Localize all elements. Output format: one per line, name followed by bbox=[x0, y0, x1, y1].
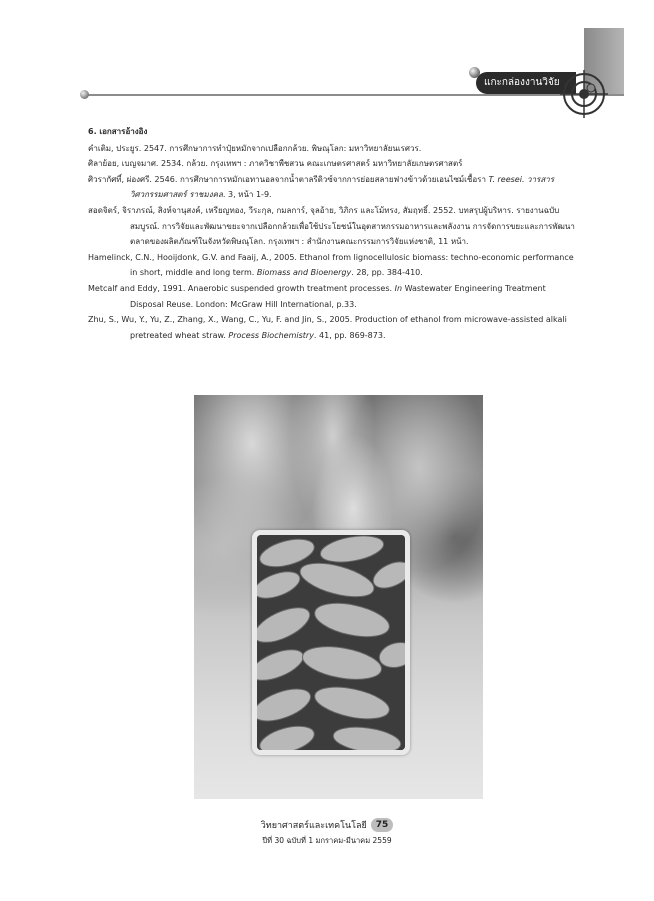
reference-item: ศิวรากัศที์, ผ่องศรี. 2546. การศึกษาการหมักเอทานอลจากน้ำตาลรีดิวซ์จากการย่อยสลายฟางข้าวด้วยเอนไซม์เชื้อรา T. reesei. วารสารวิศวกรรมศาสตร์ ราชมงคล. 3, หน้า 1-9. bbox=[88, 174, 554, 200]
reference-item: Zhu, S., Wu, Y., Yu, Z., Zhang, X., Wang, C., Yu, F. and Jin, S., 2005. Production of ethanol from microwave-assisted alkali pretreated wheat straw. Process Biochemistry. 41, pp. 869-873. bbox=[88, 315, 567, 340]
journal-name: วิทยาศาสตร์และเทคโนโลยี bbox=[260, 821, 367, 831]
reference-item: สอดจิตร์, จิราภรณ์, สิงห์จานุสงค์, เหรียญทอง, วีระกุล, กมลการ์, จุลอ้าย, วิภิกร และโม้ทรง, สัมฤทธิ์. 2552. บทสรุปผู้บริหาร. รายงานฉบับสมบูรณ์. การวิจัยและพัฒนาขยะจากเปลือกกล้วยเพื่อใช้ประโยชน์ในอุตสาหกรรมอาหารและพลังงาน การจัดการขยะและการพัฒนาตลาดของผลิตภัณฑ์ในจังหวัดพิษณุโลก. กรุงเทพฯ : สำนักงานคณะกรรมการวิจัยแห่งชาติ, 11 หน้า. bbox=[88, 205, 575, 247]
reference-item: ศิลาย้อย, เบญจมาศ. 2534. กล้วย. กรุงเทพฯ : ภาควิชาพืชสวน คณะเกษตรศาสตร์ มหาวิทยาลัยเกษตรศาสตร์ bbox=[88, 159, 463, 169]
section-label-dot bbox=[469, 67, 480, 78]
dried-banana-slices-photo bbox=[257, 535, 405, 750]
page-footer bbox=[0, 818, 654, 847]
references-section bbox=[88, 124, 578, 343]
section-label: แกะกล่องงานวิจัย bbox=[476, 72, 576, 94]
references-heading: 6. เอกสารอ้างอิง bbox=[88, 127, 148, 136]
target-icon bbox=[560, 70, 608, 118]
inset-photo-frame bbox=[252, 530, 410, 755]
page-number-badge: 75 bbox=[371, 818, 394, 832]
reference-item: Metcalf and Eddy, 1991. Anaerobic suspended growth treatment processes. In Wastewater Engineering Treatment Disposal Reuse. London: McGraw Hill International, p.33. bbox=[88, 283, 546, 309]
header-rule-endpoint bbox=[80, 90, 89, 99]
reference-item: Hamelinck, C.N., Hooijdonk, G.V. and Faaij, A., 2005. Ethanol from lignocellulosic biomass: techno-economic performance in short, middle and long term. Biomass and Bioenergy. 28, pp. 384-410. bbox=[88, 252, 574, 278]
reference-item: คำเติม, ประยูร. 2547. การศึกษาการทำปุ๋ยหมักจากเปลือกกล้วย. พิษณุโลก: มหาวิทยาลัยนเรศวร. bbox=[88, 143, 422, 153]
issue-info: ปีที่ 30 ฉบับที่ 1 มกราคม-มีนาคม 2559 bbox=[262, 836, 392, 845]
header-rule bbox=[84, 94, 624, 96]
